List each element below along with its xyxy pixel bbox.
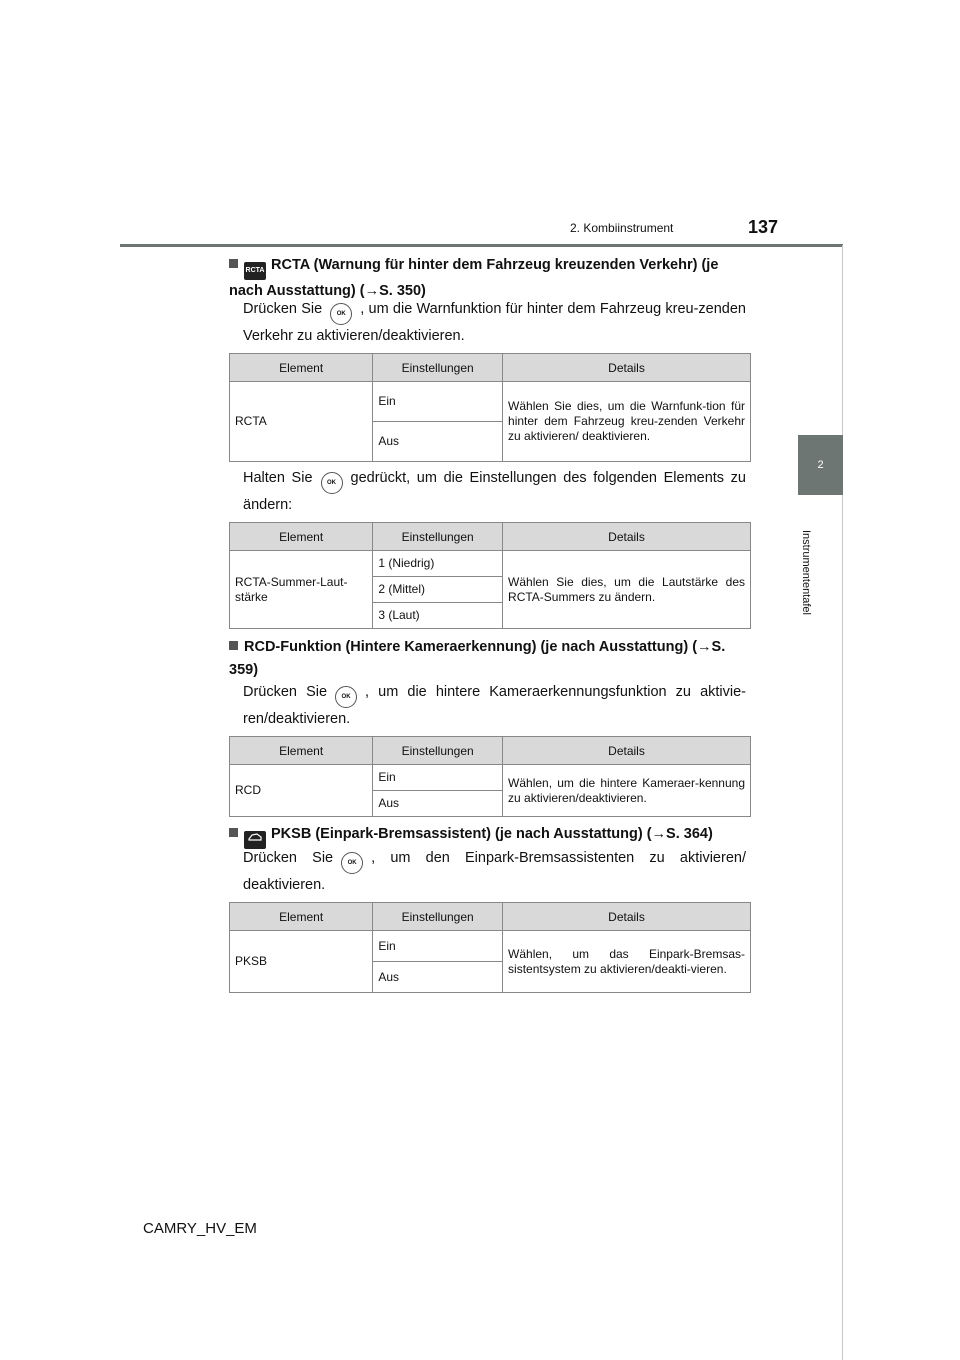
table-cell-setting: Aus — [373, 962, 503, 993]
table-cell-element: PKSB — [230, 931, 373, 993]
table-cell-element: RCD — [230, 765, 373, 817]
col-header-settings: Einstellungen — [373, 903, 503, 931]
table-cell-setting: 2 (Mittel) — [373, 577, 503, 603]
bullet-square-icon — [229, 828, 238, 837]
bullet-square-icon — [229, 259, 238, 268]
rcta-icon: RCTA — [244, 262, 266, 280]
rcd-heading: RCD-Funktion (Hintere Kameraerkennung) (je nach Ausstattung) (→S. 359) — [229, 639, 726, 678]
col-header-element: Element — [230, 354, 373, 382]
rcta-instruction: Drücken Sie OK , um die Warnfunktion für hinter dem Fahrzeug kreu-zenden Verkehr zu aktivieren/deaktivieren. — [243, 301, 746, 344]
pksb-table — [229, 902, 751, 993]
col-header-element: Element — [230, 523, 373, 551]
rcd-instruction: Drücken Sie OK , um die hintere Kameraerkennungsfunktion zu aktivie-ren/deaktivieren. — [243, 684, 747, 727]
table-cell-setting: Ein — [373, 765, 503, 791]
side-divider — [842, 245, 843, 1360]
table-cell-details: Wählen, um die hintere Kameraer-kennung zu aktivieren/deaktivieren. — [503, 765, 751, 817]
chapter-tab: 2 — [798, 435, 843, 495]
table-cell-element: RCTA — [230, 382, 373, 462]
col-header-element: Element — [230, 903, 373, 931]
header-rule — [120, 244, 843, 247]
ok-button-icon: OK — [321, 472, 343, 494]
table-cell-details: Wählen Sie dies, um die Lautstärke des RCTA-Summers zu ändern. — [503, 551, 751, 629]
rcta-buzzer-table — [229, 522, 751, 629]
chapter-tab-label: Instrumententafel — [800, 530, 812, 615]
table-cell-setting: Ein — [373, 931, 503, 962]
table-cell-setting: 1 (Niedrig) — [373, 551, 503, 577]
table-cell-element: RCTA-Summer-Laut-stärke — [230, 551, 373, 629]
chapter-title: 2. Kombiinstrument — [570, 221, 674, 235]
table-cell-setting: Aus — [373, 791, 503, 817]
rcta-table — [229, 353, 751, 462]
table-cell-details: Wählen, um das Einpark-Bremsas-sistentsystem zu aktivieren/deakti-vieren. — [503, 931, 751, 993]
col-header-details: Details — [503, 737, 751, 765]
col-header-details: Details — [503, 354, 751, 382]
col-header-element: Element — [230, 737, 373, 765]
table-cell-setting: 3 (Laut) — [373, 603, 503, 629]
col-header-details: Details — [503, 523, 751, 551]
footer-model-code: CAMRY_HV_EM — [143, 1220, 257, 1237]
pksb-heading: PKSB (Einpark-Bremsassistent) (je nach Ausstattung) (→S. 364) — [229, 823, 754, 849]
rcd-table — [229, 736, 751, 817]
table-cell-details: Wählen Sie dies, um die Warnfunk-tion für hinter dem Fahrzeug kreu-zenden Verkehr zu aktivieren/ deaktivieren. — [503, 382, 751, 462]
ok-button-icon: OK — [341, 852, 363, 874]
bullet-square-icon — [229, 641, 238, 650]
table-cell-setting: Ein — [373, 382, 503, 422]
rcta-heading: RCTA RCTA (Warnung für hinter dem Fahrzeug kreuzenden Verkehr) (je nach Ausstattung) (→S. 350) — [229, 257, 719, 299]
col-header-settings: Einstellungen — [373, 523, 503, 551]
ok-button-icon: OK — [330, 303, 352, 325]
col-header-details: Details — [503, 903, 751, 931]
table-cell-setting: Aus — [373, 422, 503, 462]
col-header-settings: Einstellungen — [373, 354, 503, 382]
page-number: 137 — [748, 217, 779, 237]
rcta-hold-instruction: Halten Sie OK gedrückt, um die Einstellungen des folgenden Elements zu ändern: — [243, 470, 747, 513]
ok-button-icon: OK — [335, 686, 357, 708]
pksb-instruction: Drücken Sie OK , um den Einpark-Bremsassistenten zu aktivieren/ deaktivieren. — [243, 850, 746, 893]
col-header-settings: Einstellungen — [373, 737, 503, 765]
